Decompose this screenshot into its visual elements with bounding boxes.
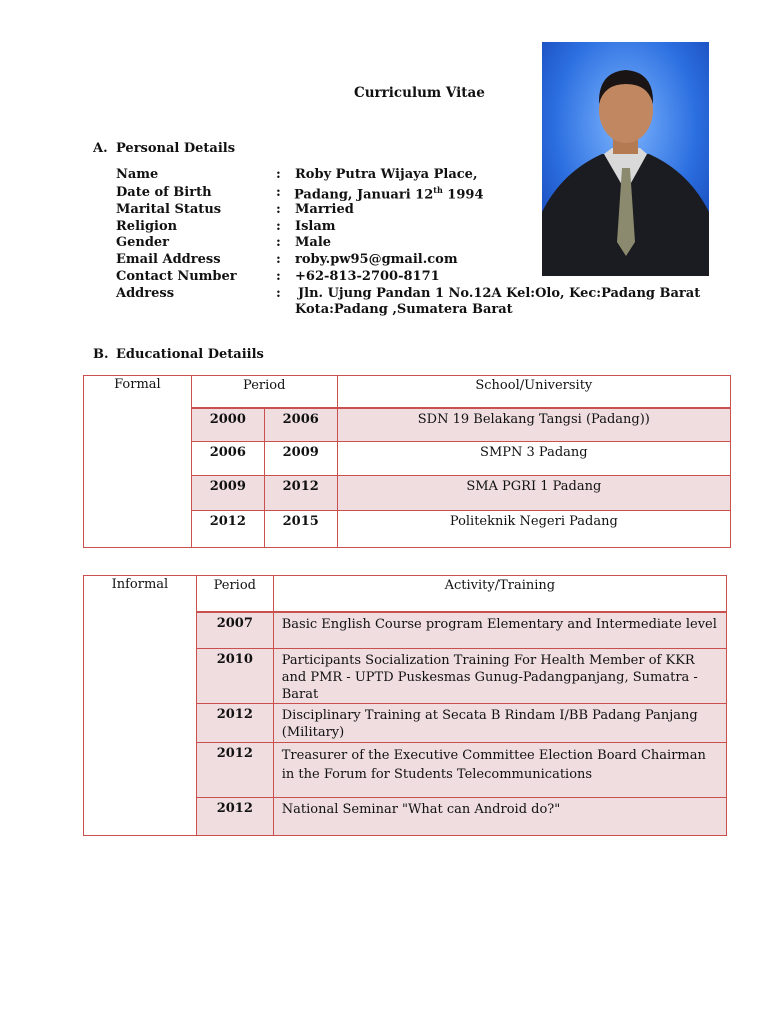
- school-name: SDN 19 Belakang Tangsi (Padang)): [337, 408, 730, 442]
- field-label: Date of Birth: [116, 185, 212, 200]
- field-separator: :: [276, 269, 281, 284]
- year-from: 2012: [191, 511, 264, 548]
- field-label: Name: [116, 167, 159, 182]
- field-separator: :: [276, 185, 281, 200]
- year-from: 2009: [191, 476, 264, 511]
- formal-row-label: Formal: [84, 376, 192, 548]
- profile-photo: [542, 42, 709, 276]
- school-name: Politeknik Negeri Padang: [337, 511, 730, 548]
- section-title: Personal Details: [116, 141, 236, 156]
- field-label: Gender: [116, 235, 170, 250]
- year-to: 2015: [264, 511, 337, 548]
- activity-year: 2012: [196, 798, 273, 836]
- year-from: 2006: [191, 442, 264, 476]
- field-separator: :: [276, 219, 281, 234]
- column-header-school: School/University: [337, 376, 730, 408]
- school-name: SMA PGRI 1 Padang: [337, 476, 730, 511]
- informal-row-label: Informal: [84, 576, 197, 836]
- section-number: B.: [93, 347, 109, 362]
- field-address-line2: Kota:Padang ,Sumatera Barat: [295, 302, 513, 317]
- activity-description: Basic English Course program Elementary and Intermediate level: [273, 612, 726, 649]
- activity-description: Disciplinary Training at Secata B Rindam I/BB Padang Panjang (Military): [273, 704, 726, 743]
- activity-year: 2012: [196, 743, 273, 798]
- activity-description: Treasurer of the Executive Committee Election Board Chairman in the Forum for Students Telecommunications: [273, 743, 726, 798]
- field-label: Religion: [116, 219, 178, 234]
- field-separator: :: [276, 167, 281, 182]
- personal-details-heading: [93, 141, 235, 156]
- column-header-period: Period: [196, 576, 273, 612]
- activity-description: Participants Socialization Training For Health Member of KKR and PMR - UPTD Puskesmas Gunug-Padangpanjang, Sumatra - Barat: [273, 649, 726, 704]
- field-separator: :: [276, 235, 281, 250]
- column-header-period: Period: [191, 376, 337, 408]
- field-value: Islam: [295, 219, 336, 234]
- section-number: A.: [93, 141, 108, 156]
- field-label: Address: [116, 286, 175, 301]
- field-separator: :: [276, 286, 281, 301]
- field-separator: :: [276, 252, 281, 267]
- field-value: Jln. Ujung Pandan 1 No.12A Kel:Olo, Kec:Padang Barat: [298, 286, 701, 301]
- year-to: 2009: [264, 442, 337, 476]
- field-value: Married: [295, 202, 354, 217]
- year-to: 2006: [264, 408, 337, 442]
- field-value: +62-813-2700-8171: [295, 269, 440, 284]
- activity-year: 2007: [196, 612, 273, 649]
- school-name: SMPN 3 Padang: [337, 442, 730, 476]
- field-value: Roby Putra Wijaya Place,: [295, 167, 478, 182]
- activity-year: 2010: [196, 649, 273, 704]
- field-label: Marital Status: [116, 202, 222, 217]
- column-header-activity: Activity/Training: [273, 576, 726, 612]
- field-separator: :: [276, 202, 281, 217]
- field-value: Padang, Januari 12th 1994: [294, 185, 484, 203]
- section-title: Educational Detaiils: [116, 347, 264, 362]
- year-to: 2012: [264, 476, 337, 511]
- informal-education-table: [83, 575, 727, 836]
- field-value: Male: [295, 235, 332, 250]
- document-title: Curriculum Vitae: [354, 85, 485, 101]
- field-label: Contact Number: [116, 269, 237, 284]
- activity-year: 2012: [196, 704, 273, 743]
- field-value: roby.pw95@gmail.com: [295, 252, 458, 267]
- year-from: 2000: [191, 408, 264, 442]
- formal-education-table: [83, 375, 731, 548]
- field-label: Email Address: [116, 252, 221, 267]
- educational-details-heading: [93, 347, 264, 362]
- activity-description: National Seminar "What can Android do?": [273, 798, 726, 836]
